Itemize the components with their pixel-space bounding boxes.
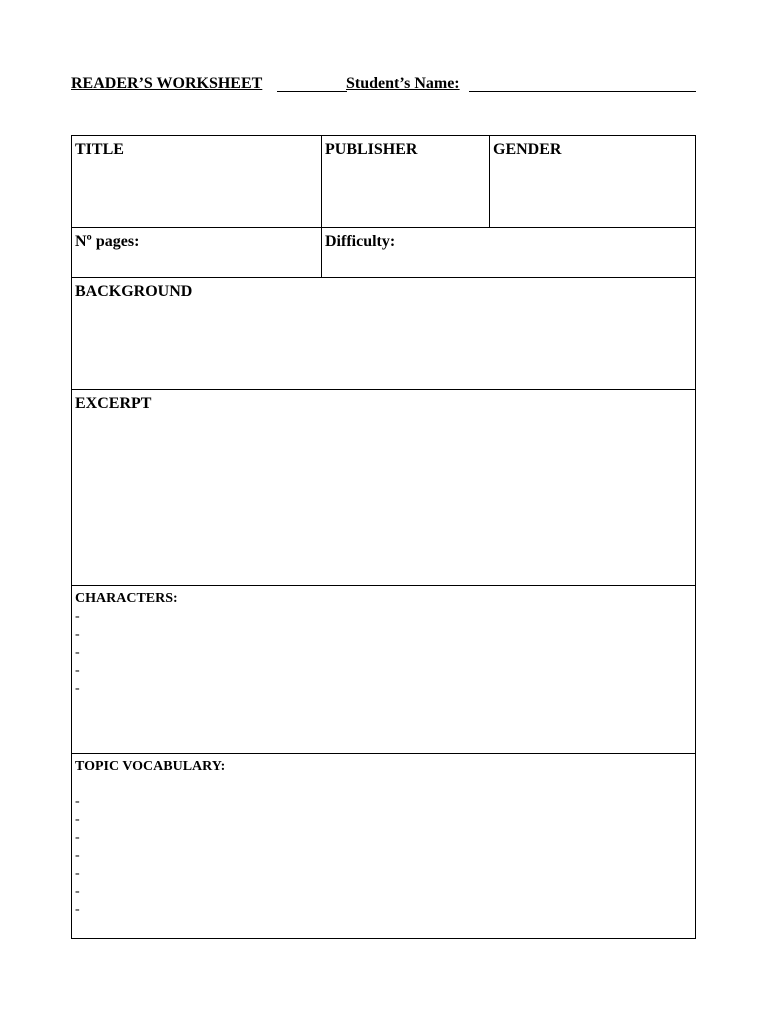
vocabulary-cell[interactable] xyxy=(72,754,695,938)
pages-label: Nº pages: xyxy=(75,233,140,250)
list-item: - xyxy=(75,866,80,881)
worksheet-form xyxy=(71,135,696,939)
difficulty-label: Difficulty: xyxy=(325,233,396,250)
list-item: - xyxy=(75,902,80,917)
list-item: - xyxy=(75,830,80,845)
gender-cell[interactable] xyxy=(489,136,695,227)
title-label: TITLE xyxy=(75,141,124,158)
background-cell[interactable] xyxy=(72,278,695,389)
list-item: - xyxy=(75,609,80,624)
row-pages-difficulty xyxy=(72,227,695,277)
row-characters xyxy=(72,585,695,753)
student-name-label: Student’s Name: xyxy=(346,75,460,92)
publisher-label: PUBLISHER xyxy=(325,141,418,158)
list-item: - xyxy=(75,663,80,678)
row-background xyxy=(72,277,695,389)
list-item: - xyxy=(75,794,80,809)
list-item: - xyxy=(75,848,80,863)
pages-cell[interactable] xyxy=(72,228,321,277)
background-label: BACKGROUND xyxy=(75,283,193,300)
characters-list xyxy=(75,608,692,698)
list-item: - xyxy=(75,812,80,827)
row-topic-vocabulary xyxy=(72,753,695,938)
excerpt-cell[interactable] xyxy=(72,390,695,585)
vocabulary-label: TOPIC VOCABULARY: xyxy=(75,759,226,774)
gender-label: GENDER xyxy=(493,141,562,158)
excerpt-label: EXCERPT xyxy=(75,395,152,412)
title-cell[interactable] xyxy=(72,136,321,227)
row-excerpt xyxy=(72,389,695,585)
title-underline-gap xyxy=(277,91,347,92)
worksheet-title: READER’S WORKSHEET xyxy=(71,75,263,92)
vocabulary-list xyxy=(75,793,692,919)
characters-cell[interactable] xyxy=(72,586,695,753)
student-name-field[interactable] xyxy=(469,91,696,92)
difficulty-cell[interactable] xyxy=(321,228,695,277)
worksheet-header xyxy=(71,74,696,94)
publisher-cell[interactable] xyxy=(321,136,489,227)
list-item: - xyxy=(75,645,80,660)
list-item: - xyxy=(75,627,80,642)
row-book-info xyxy=(72,136,695,227)
list-item: - xyxy=(75,681,80,696)
characters-label: CHARACTERS: xyxy=(75,591,178,606)
list-item: - xyxy=(75,884,80,899)
